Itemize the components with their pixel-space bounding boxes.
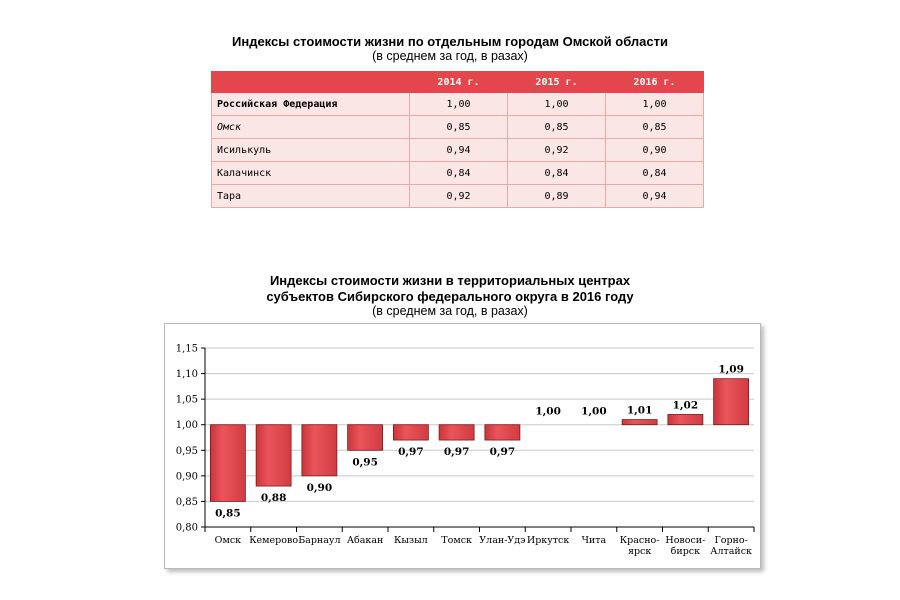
bar-Кемерово [256, 425, 291, 486]
chart-title-line-1: Индексы стоимости жизни в территориальных центрах [269, 273, 631, 288]
table-cell-value: 0,92 [410, 185, 508, 208]
table-cell-name: Калачинск [212, 162, 410, 185]
data-label: 1,01 [626, 404, 653, 417]
x-tick-label: Томск [441, 535, 472, 546]
table-cell-value: 0,84 [410, 162, 508, 185]
bar-Кызыл [393, 425, 428, 440]
y-tick-label: 0,80 [175, 522, 198, 534]
x-tick-label: Новоси- [665, 535, 706, 546]
table-header-2015: 2015 г. [508, 72, 606, 93]
x-tick-label: Барнаул [298, 535, 341, 546]
table-header-corner [212, 72, 410, 93]
bar-Абакан [348, 425, 383, 451]
data-label: 0,85 [215, 507, 241, 520]
table-cell-value: 0,85 [410, 116, 508, 139]
table-cell-name: Омск [212, 116, 410, 139]
x-tick-label: ярск [627, 546, 652, 557]
x-tick-label: бирск [670, 546, 701, 557]
x-tick-label: Улан-Удэ [479, 535, 526, 546]
table-header-2014: 2014 г. [410, 72, 508, 93]
chart-title-line-2: субъектов Сибирского федерального округа в 2016 году [266, 289, 634, 304]
data-label: 0,88 [260, 492, 287, 505]
chart-subtitle: (в среднем за год, в разах) [372, 304, 528, 318]
table-cell-name: Российская Федерация [212, 93, 410, 116]
x-tick-label: Кызыл [394, 535, 428, 546]
table-cell-value: 0,94 [410, 139, 508, 162]
table-row [212, 162, 704, 185]
bar-Горно-Алтайск [714, 379, 749, 425]
table-cell-value: 0,92 [508, 139, 606, 162]
table-row [212, 116, 704, 139]
data-label: 0,95 [352, 456, 378, 469]
table-subtitle: (в среднем за год, в разах) [372, 49, 528, 63]
data-label: 1,00 [535, 405, 561, 418]
data-label: 1,00 [581, 405, 607, 418]
x-tick-label: Кемерово [249, 535, 299, 546]
bar-Улан-Удэ [485, 425, 520, 440]
table-cell-value: 0,84 [606, 162, 704, 185]
y-tick-label: 0,95 [175, 445, 198, 457]
table-cell-value: 0,94 [606, 185, 704, 208]
table-cell-value: 0,90 [606, 139, 704, 162]
table-cell-value: 0,85 [606, 116, 704, 139]
x-tick-label: Красно- [619, 535, 660, 546]
bar-chart [165, 324, 760, 568]
table-cell-value: 1,00 [410, 93, 508, 116]
table-row [212, 93, 704, 116]
bar-Красноярск [622, 420, 657, 425]
x-tick-label: Алтайск [710, 546, 752, 557]
y-tick-label: 1,00 [175, 420, 198, 432]
y-tick-label: 1,10 [175, 369, 198, 381]
table-header-row [212, 72, 704, 93]
cost-of-living-table [211, 71, 704, 208]
bar-Томск [439, 425, 474, 440]
data-label: 1,02 [672, 399, 699, 412]
data-label: 0,90 [306, 481, 333, 494]
y-tick-label: 1,15 [175, 343, 198, 355]
table-cell-value: 1,00 [606, 93, 704, 116]
table-row [212, 139, 704, 162]
y-tick-label: 1,05 [175, 394, 198, 406]
table-header-2016: 2016 г. [606, 72, 704, 93]
table-cell-value: 1,00 [508, 93, 606, 116]
table-row [212, 185, 704, 208]
bar-Омск [210, 425, 245, 502]
chart-frame [164, 323, 761, 569]
bar-Новосибирск [668, 414, 703, 424]
x-tick-label: Иркутск [526, 535, 570, 546]
bar-Барнаул [302, 425, 337, 476]
table-title: Индексы стоимости жизни по отдельным городам Омской области [232, 34, 668, 49]
data-label: 0,97 [443, 446, 470, 459]
data-label: 0,97 [489, 446, 516, 459]
table-cell-value: 0,85 [508, 116, 606, 139]
table-cell-value: 0,84 [508, 162, 606, 185]
table-cell-name: Тара [212, 185, 410, 208]
x-tick-label: Чита [581, 535, 607, 546]
table-cell-value: 0,89 [508, 185, 606, 208]
y-tick-label: 0,85 [175, 496, 198, 508]
y-tick-label: 0,90 [175, 471, 198, 483]
x-tick-label: Абакан [346, 535, 384, 546]
data-label: 0,97 [398, 446, 424, 459]
x-tick-label: Горно- [714, 535, 748, 546]
data-label: 1,09 [718, 363, 744, 376]
x-tick-label: Омск [214, 535, 242, 546]
table-cell-name: Исилькуль [212, 139, 410, 162]
